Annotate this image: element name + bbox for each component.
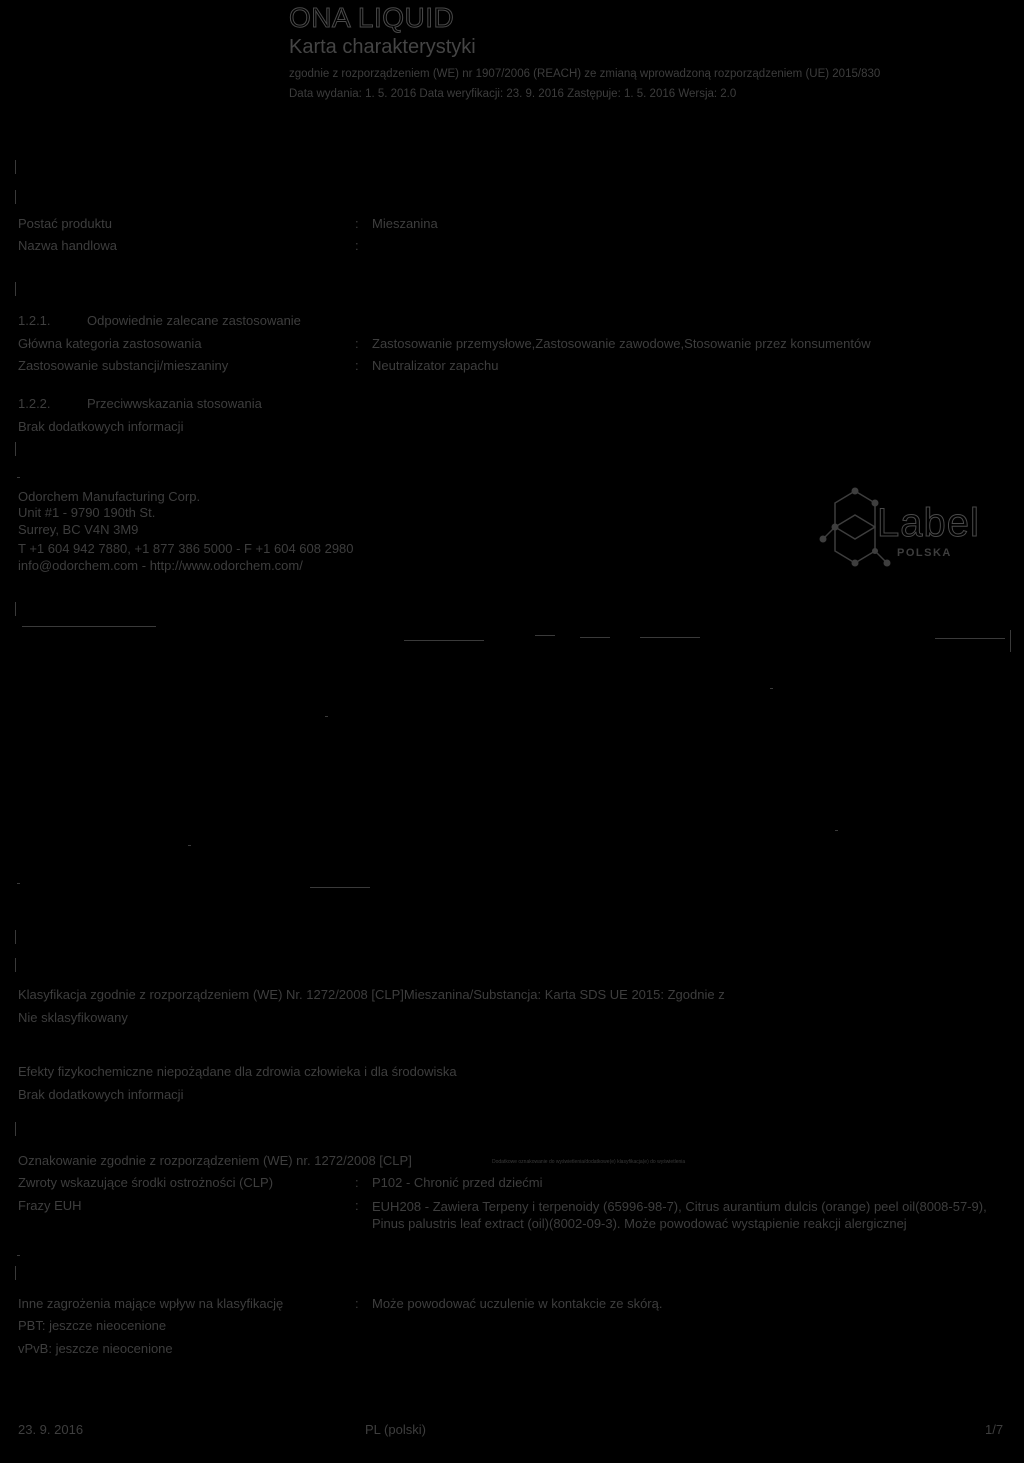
section-marker	[15, 930, 16, 944]
main-category-value: Zastosowanie przemysłowe,Zastosowanie zawodowe,Stosowanie przez konsumentów	[372, 336, 871, 351]
subsection-title: Przeciwwskazania stosowania	[87, 396, 262, 411]
supplier-phone: T +1 604 942 7880, +1 877 386 5000 - F +1 604 608 2980	[18, 541, 354, 556]
subsection-number: 1.2.1.	[18, 313, 51, 328]
section-marker	[15, 190, 16, 204]
trade-name-label: Nazwa handlowa	[18, 238, 118, 253]
supplier-address: Unit #1 - 9790 190th St.	[18, 505, 156, 520]
precaution-label: Zwroty wskazujące środki ostrożności (CLP)	[18, 1175, 274, 1190]
subsection-title: Odpowiednie zalecane zastosowanie	[87, 313, 301, 328]
clp-classification: Klasyfikacja zgodnie z rozporządzeniem (WE) Nr. 1272/2008 [CLP]Mieszanina/Substancja: Karta SDS UE 2015: Zgodnie z	[18, 987, 725, 1002]
clp-classification-value: Nie sklasyfikowany	[18, 1010, 128, 1025]
subsection-number: 1.2.2.	[18, 396, 51, 411]
section-marker	[15, 1266, 16, 1280]
vpvb-status: vPvB: jeszcze nieocenione	[18, 1341, 173, 1356]
euh-label: Frazy EUH	[18, 1198, 82, 1213]
label-polska-logo	[815, 485, 995, 575]
section-marker	[15, 602, 16, 616]
section-marker	[15, 282, 16, 296]
euh-value: EUH208 - Zawiera Terpeny i terpenoidy (65996-98-7), Citrus aurantium dulcis (orange) peel oil(8008-57-9), Pinus palustris leaf extract (oil)(8002-09-3). Może powodować wystąpienie reakcji alergicznej	[372, 1199, 987, 1231]
labelling-note: Dodatkowe oznakowanie do wyświetlenia/dodatkowe(e) klasyfikacja(e) do wyświetlenia	[492, 1159, 686, 1165]
use-value: Neutralizator zapachu	[372, 358, 499, 373]
section-marker	[15, 160, 16, 174]
other-hazards-label: Inne zagrożenia mające wpływ na klasyfikację	[18, 1296, 284, 1311]
pbt-status: PBT: jeszcze nieocenione	[18, 1318, 167, 1333]
section-marker	[15, 958, 16, 972]
precaution-value: P102 - Chronić przed dziećmi	[372, 1175, 543, 1190]
use-label: Zastosowanie substancji/mieszaniny	[18, 358, 229, 373]
main-category-label: Główna kategoria zastosowania	[18, 336, 202, 351]
footer-date: 23. 9. 2016	[18, 1422, 84, 1437]
product-form-value: Mieszanina	[372, 216, 438, 231]
supplier-contact: info@odorchem.com - http://www.odorchem.com/	[18, 558, 303, 573]
footer-page-number: 1/7	[985, 1422, 1004, 1437]
contraindications-value: Brak dodatkowych informacji	[18, 419, 184, 434]
supplier-city: Surrey, BC V4N 3M9	[18, 522, 139, 537]
document-type: Karta charakterystyki	[289, 36, 476, 58]
regulation-line: zgodnie z rozporządzeniem (WE) nr 1907/2006 (REACH) ze zmianą wprowadzoną rozporządzeniem (UE) 2015/830	[289, 68, 881, 80]
section-marker	[15, 1122, 16, 1136]
labelling-title: Oznakowanie zgodnie z rozporządzeniem (WE) nr. 1272/2008 [CLP]	[18, 1153, 412, 1168]
product-form-label: Postać produktu	[18, 216, 112, 231]
supplier-name: Odorchem Manufacturing Corp.	[18, 489, 201, 504]
effects-value: Brak dodatkowych informacji	[18, 1087, 184, 1102]
other-hazards-value: Może powodować uczulenie w kontakcie ze skórą.	[372, 1296, 663, 1311]
issue-dates: Data wydania: 1. 5. 2016 Data weryfikacji: 23. 9. 2016 Zastępuje: 1. 5. 2016 Wersja: 2.0	[289, 88, 737, 100]
logo-subtitle: POLSKA	[897, 547, 952, 559]
effects-title: Efekty fizykochemiczne niepożądane dla zdrowia człowieka i dla środowiska	[18, 1064, 457, 1079]
product-title: ONA LIQUID	[289, 2, 455, 33]
logo-word: Label	[877, 501, 980, 545]
footer-language: PL (polski)	[365, 1422, 426, 1437]
section-marker	[15, 442, 16, 456]
